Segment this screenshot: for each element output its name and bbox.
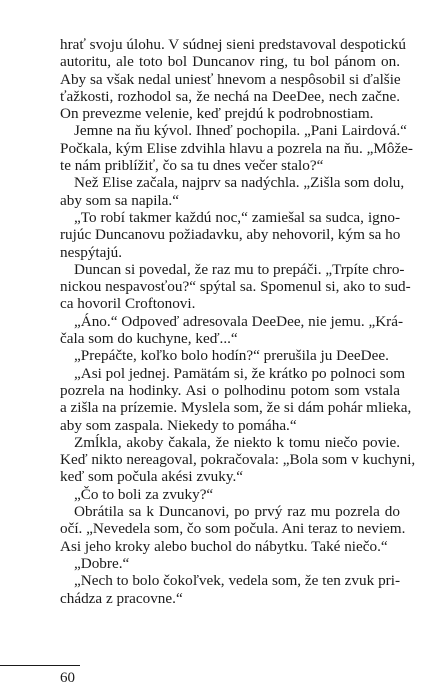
text-line: autoritu, ale toto bol Duncanov ring, tu bol pánom on. [60,53,400,71]
text-line: Zmĺkla, akoby čakala, že niekto k tomu niečo povie. [74,433,400,451]
text-line: aby som sa napila.“ [60,191,179,209]
text-line: Duncan si povedal, že raz mu to prepáči. „Trpíte chro- [74,260,405,278]
text-line: aby som zaspala. Niekedy to pomáha.“ [60,416,297,434]
text-line: Jemne na ňu kývol. Ihneď pochopila. „Pani Lairdová.“ [74,122,407,140]
text-line: ca hovoril Croftonovi. [60,295,196,313]
text-line: Aby sa však nedal uniesť hnevom a nespôsobil si ďalšie [60,70,401,88]
text-line: „Čo to boli za zvuky?“ [74,485,214,503]
footer-rule [0,665,80,666]
text-line: te nám priblížiť, čo sa tu dnes večer stalo?“ [60,157,324,175]
text-line: očí. „Nevedela som, čo som počula. Ani teraz to neviem. [60,520,406,538]
text-line: Keď nikto nereagoval, pokračovala: „Bola som v kuchyni, [60,451,416,469]
text-line: rujúc Duncanovu požiadavku, aby nehovoril, kým sa ho [60,226,401,244]
text-line: hrať svoju úlohu. V súdnej sieni predstavoval despotickú [60,36,406,53]
page-number: 60 [60,670,75,686]
text-line: a zišla na prízemie. Myslela som, že si dám pohár mlieka, [60,399,412,417]
text-line: chádza z pracovne.“ [60,589,183,607]
text-line: pozrela na hodinky. Asi o polhodinu potom som vstala [60,381,400,399]
text-line: „Prepáčte, koľko bolo hodín?“ prerušila ju DeeDee. [74,347,389,365]
text-line: Obrátila sa k Duncanovi, po prvý raz mu pozrela do [74,503,400,521]
text-line: On prevezme velenie, keď prejdú k podrobnostiam. [60,105,374,123]
text-line: „To robí takmer každú noc,“ zamiešal sa sudca, igno- [74,208,400,226]
text-line: „Asi pol jednej. Pamätám si, že krátko po polnoci som [74,364,406,382]
text-line: „Nech to bolo čokoľvek, vedela som, že ten zvuk pri- [74,572,400,590]
text-line: „Dobre.“ [74,554,130,572]
text-line: nickou nespavosťou?“ spýtal sa. Spomenul si, ako to sud- [60,278,411,296]
body-text [60,36,416,607]
text-line: Než Elise začala, najprv sa nadýchla. „Zišla som dolu, [74,174,405,192]
text-line: nespýtajú. [60,243,123,261]
text-line: Asi jeho kroky alebo buchol do nábytku. Také niečo.“ [60,537,388,555]
text-line: keď som počula akési zvuky.“ [60,468,244,486]
text-line: čala som do kuchyne, keď...“ [60,330,238,348]
text-line: Počkala, kým Elise zdvihla hlavu a pozrela na ňu. „Môže- [60,139,413,157]
text-line: ťažkosti, rozhodol sa, že nechá na DeeDee, nech začne. [60,87,400,105]
text-line: „Áno.“ Odpoveď adresovala DeeDee, nie jemu. „Krá- [74,312,404,330]
